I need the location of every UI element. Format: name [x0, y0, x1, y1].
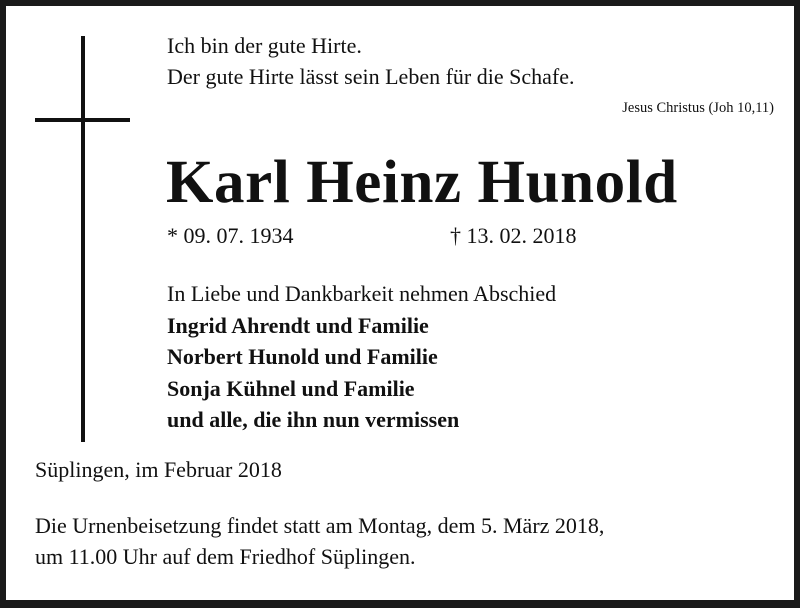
obituary-card	[6, 6, 794, 600]
bible-verse	[167, 30, 574, 92]
burial-notice	[35, 510, 604, 572]
death-date: † 13. 02. 2018	[450, 223, 577, 248]
cross-icon-bar	[35, 118, 130, 122]
birth-date: * 09. 07. 1934	[167, 223, 294, 248]
mourner-family: Ingrid Ahrendt und Familie	[167, 312, 429, 338]
burial-notice-line-1: Die Urnenbeisetzung findet statt am Montag, dem 5. März 2018,	[35, 513, 605, 538]
cross-icon	[81, 36, 85, 442]
place-date: Süplingen, im Februar 2018	[35, 457, 282, 482]
verse-line-1: Ich bin der gute Hirte.	[167, 33, 362, 58]
mourner-family: Norbert Hunold und Familie	[167, 344, 438, 369]
deceased-name: Karl Heinz Hunold	[166, 149, 678, 216]
verse-line-2: Der gute Hirte lässt sein Leben für die Schafe.	[167, 64, 575, 89]
mourners-block	[167, 278, 556, 436]
mourner-family: Sonja Kühnel und Familie	[167, 375, 415, 401]
verse-source: Jesus Christus (Joh 10,11)	[622, 100, 774, 116]
mourners-intro: In Liebe und Dankbarkeit nehmen Abschied	[167, 281, 557, 306]
mourner-others: und alle, die ihn nun vermissen	[167, 407, 460, 432]
burial-notice-line-2: um 11.00 Uhr auf dem Friedhof Süplingen.	[35, 544, 416, 569]
